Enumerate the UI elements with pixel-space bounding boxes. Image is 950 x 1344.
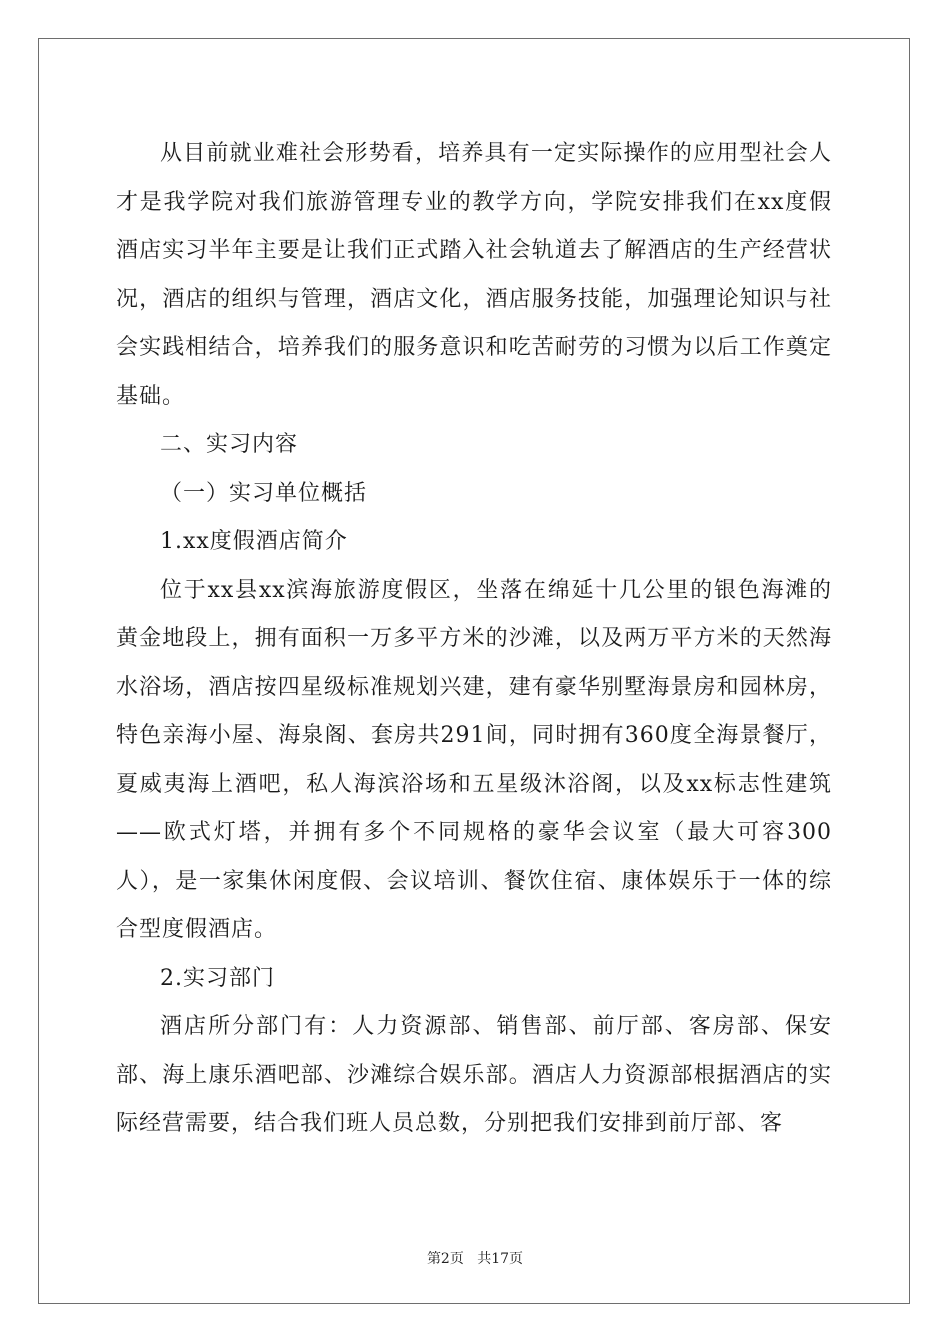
paragraph-intro: 从目前就业难社会形势看，培养具有一定实际操作的应用型社会人才是我学院对我们旅游管理专业的教学方向，学院安排我们在xx度假酒店实习半年主要是让我们正式踏入社会轨道去了解酒店的生产经营状况，酒店的组织与管理，酒店文化，酒店服务技能，加强理论知识与社会实践相结合，培养我们的服务意识和吃苦耐劳的习惯为以后工作奠定基础。 [116,141,832,409]
subsection-heading: （一）实习单位概括 [160,480,368,506]
item-heading-hotel-intro: 1.xx度假酒店简介 [160,529,348,554]
paragraph-hotel-intro: 位于xx县xx滨海旅游度假区，坐落在绵延十几公里的银色海滩的黄金地段上，拥有面积一万多平方米的沙滩，以及两万平方米的天然海水浴场，酒店按四星级标准规划兴建，建有豪华别墅海景房和园林房，特色亲海小屋、海泉阁、套房共291间，同时拥有360度全海景餐厅，夏威夷海上酒吧，私人海滨浴场和五星级沐浴阁，以及xx标志性建筑——欧式灯塔，并拥有多个不同规格的豪华会议室（最大可容300人），是一家集休闲度假、会议培训、餐饮住宿、康体娱乐于一体的综合型度假酒店。 [116,577,832,942]
page-footer [0,1248,950,1268]
page-number: 第2页 [426,1251,464,1267]
item-heading-departments: 2.实习部门 [160,965,275,991]
section-heading: 二、实习内容 [160,432,299,457]
paragraph-departments: 酒店所分部门有：人力资源部、销售部、前厅部、客房部、保安部、海上康乐酒吧部、沙滩综合娱乐部。酒店人力资源部根据酒店的实际经营需要，结合我们班人员总数，分别把我们安排到前厅部、客 [116,1014,832,1136]
page-total: 共17页 [477,1251,524,1267]
document-body [116,130,832,1149]
